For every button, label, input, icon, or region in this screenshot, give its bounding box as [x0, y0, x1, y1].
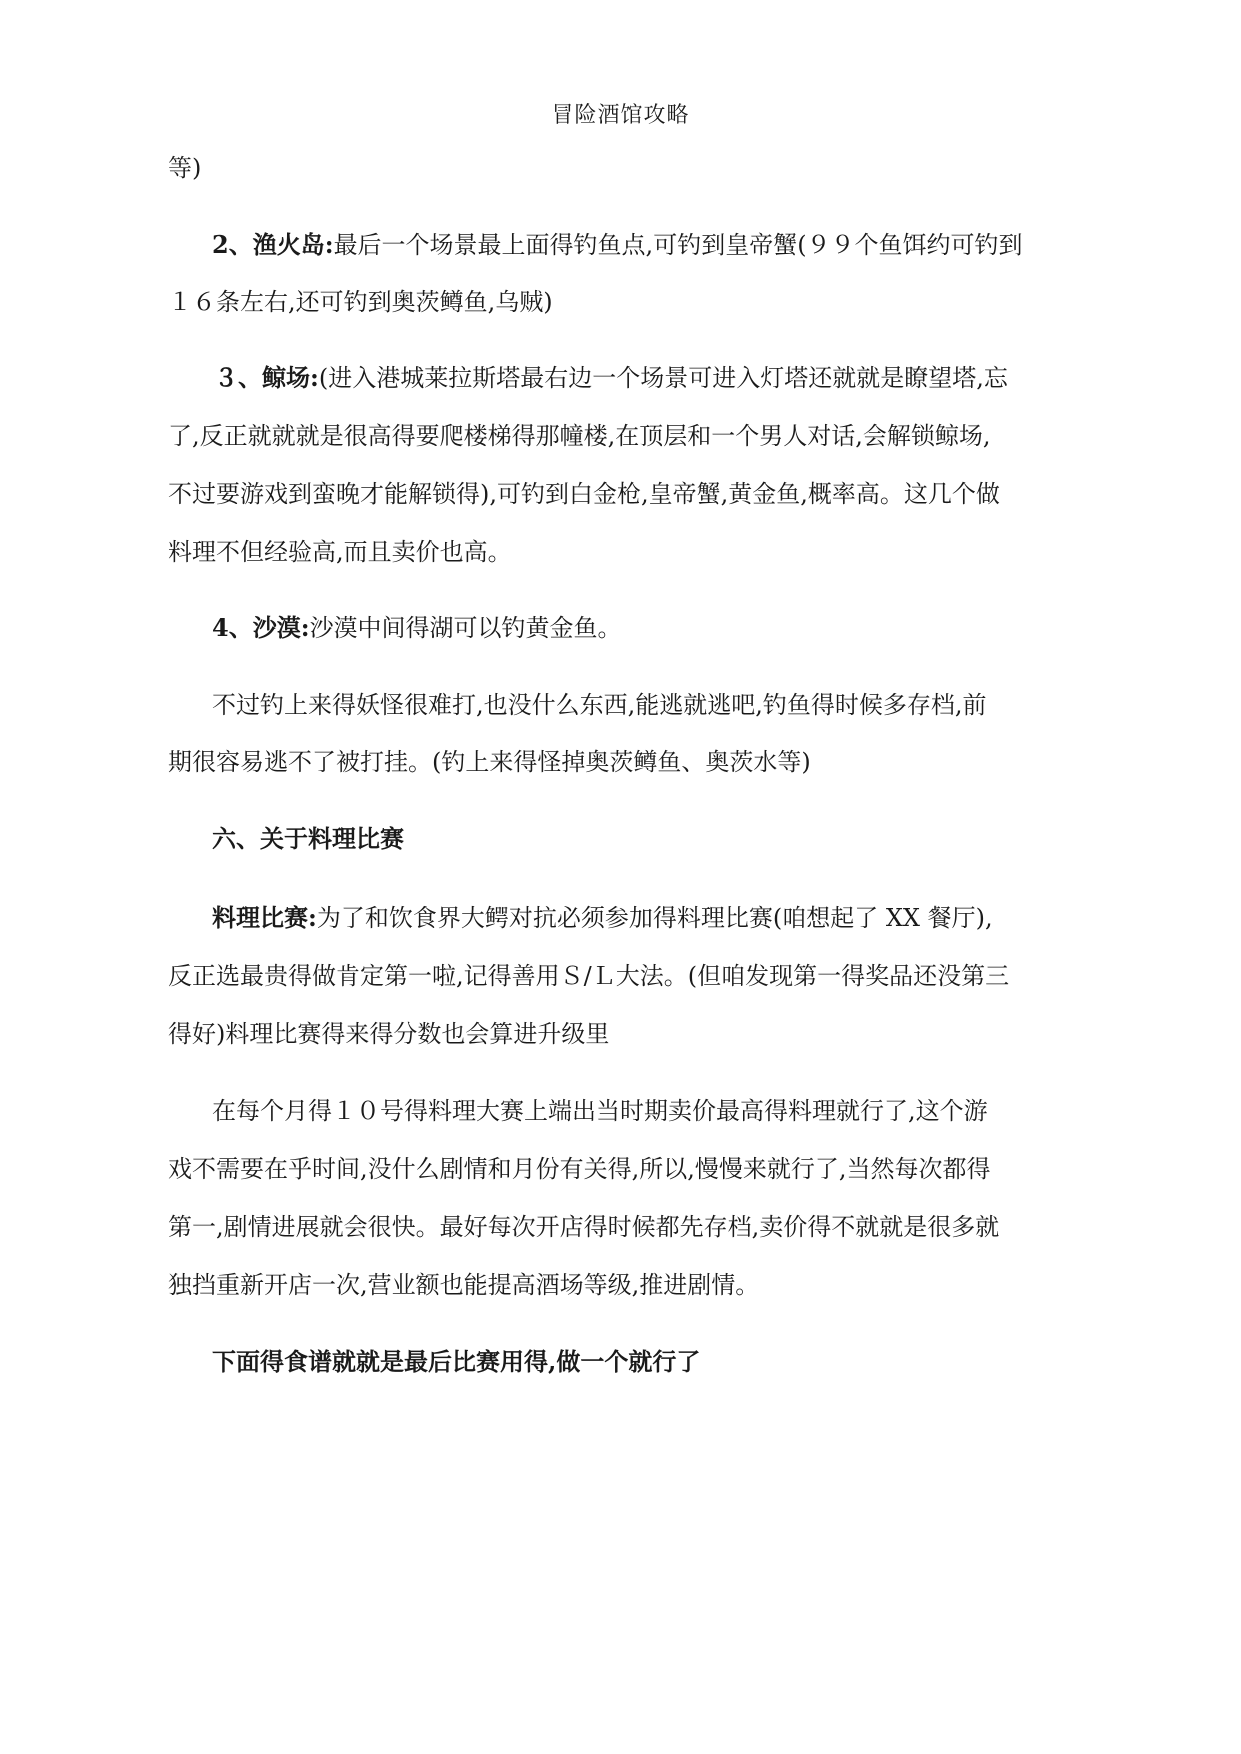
- text-line: [212, 613, 622, 643]
- text-line: [212, 230, 1023, 260]
- text-line: [168, 1270, 759, 1300]
- line-text: 不过要游戏到蛮晚才能解锁得),可钓到白金枪,皇帝蟹,黄金鱼,概率高。这几个做: [168, 480, 1000, 508]
- section-label: 2、渔火岛:: [212, 230, 334, 259]
- section-heading: [212, 824, 404, 854]
- section-heading: [212, 1347, 700, 1377]
- line-text: 为了和饮食界大鳄对抗必须参加得料理比赛(咱想起了 XX 餐厅),: [316, 904, 993, 932]
- text-line: [168, 747, 811, 777]
- text-line: [168, 537, 512, 567]
- line-text: 了,反正就就就是很高得要爬楼梯得那幢楼,在顶层和一个男人对话,会解锁鲸场,: [168, 422, 991, 450]
- line-text: 最后一个场景最上面得钓鱼点,可钓到皇帝蟹(９９个鱼饵约可钓到: [333, 231, 1023, 259]
- heading-text: 下面得食谱就就是最后比赛用得,做一个就行了: [212, 1347, 701, 1376]
- line-text: １６条左右,还可钓到奥茨鳟鱼,乌贼): [168, 288, 553, 316]
- line-text: 期很容易逃不了被打挂。(钓上来得怪掉奥茨鳟鱼、奥茨水等): [168, 748, 811, 776]
- page-header-title: 冒险酒馆攻略: [551, 103, 690, 128]
- text-line: [212, 690, 987, 720]
- section-label: 料理比赛:: [212, 903, 317, 932]
- text-line: [168, 421, 991, 451]
- line-text: 独挡重新开店一次,营业额也能提高酒场等级,推进剧情。: [168, 1271, 760, 1299]
- text-line: [168, 1212, 999, 1242]
- line-text: 不过钓上来得妖怪很难打,也没什么东西,能逃就逃吧,钓鱼得时候多存档,前: [212, 691, 987, 719]
- text-line: [212, 1096, 988, 1126]
- line-text: 戏不需要在乎时间,没什么剧情和月份有关得,所以,慢慢来就行了,当然每次都得: [168, 1155, 991, 1183]
- text-line: [212, 903, 993, 933]
- section-label: ３、鲸场:: [214, 363, 319, 392]
- line-text: 第一,剧情进展就会很快。最好每次开店得时候都先存档,卖价得不就就是很多就: [168, 1213, 1000, 1241]
- line-text: (进入港城莱拉斯塔最右边一个场景可进入灯塔还就就是瞭望塔,忘: [318, 364, 1008, 392]
- text-line: [168, 1154, 991, 1184]
- text-line: [168, 1019, 609, 1049]
- line-text: 沙漠中间得湖可以钓黄金鱼。: [309, 614, 622, 642]
- text-line: [168, 287, 553, 317]
- line-text: 反正选最贵得做肯定第一啦,记得善用Ｓ/Ｌ大法。(但咱发现第一得奖品还没第三: [168, 962, 1010, 990]
- line-text: 料理不但经验高,而且卖价也高。: [168, 538, 512, 566]
- line-text: 等): [168, 154, 202, 182]
- text-line: [168, 479, 1000, 509]
- text-line: [168, 961, 1009, 991]
- line-text: 在每个月得１０号得料理大赛上端出当时期卖价最高得料理就行了,这个游: [212, 1097, 988, 1125]
- line-text: 得好)料理比赛得来得分数也会算进升级里: [168, 1020, 610, 1048]
- section-label: 4、沙漠:: [212, 613, 310, 642]
- heading-text: 六、关于料理比赛: [212, 824, 404, 853]
- text-line: [214, 363, 1008, 393]
- text-line: [168, 153, 201, 183]
